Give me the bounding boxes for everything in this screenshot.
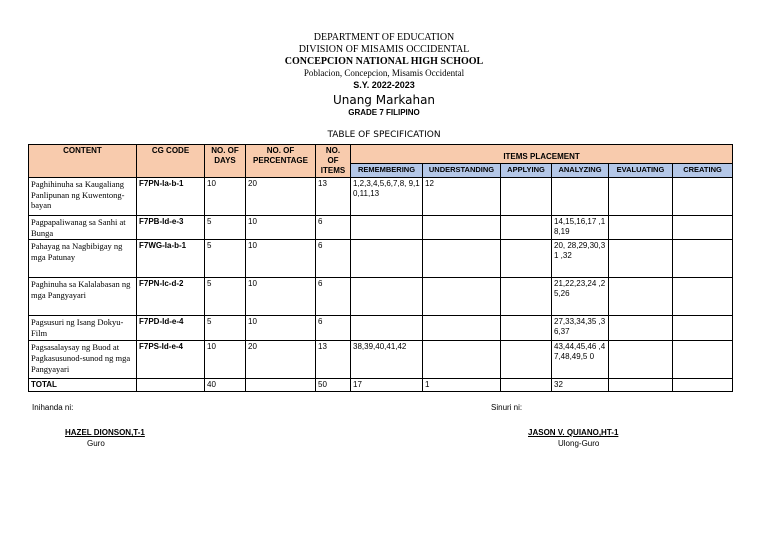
- cell-creating: [673, 278, 733, 316]
- cell-applying: [501, 216, 552, 240]
- total-row: [29, 379, 733, 392]
- cell-understanding: [423, 341, 501, 379]
- cell-understanding: [423, 240, 501, 278]
- cell-applying: [501, 178, 552, 216]
- cell-items: 13: [316, 341, 351, 379]
- cell-days: 5: [205, 278, 246, 316]
- cell-evaluating: [609, 178, 673, 216]
- checker-name: JASON V. QUIANO,HT-1: [528, 428, 619, 437]
- header-applying: APPLYING: [501, 164, 552, 178]
- total-analyzing: 32: [552, 379, 609, 392]
- cell-applying: [501, 278, 552, 316]
- preparer-name: HAZEL DIONSON,T-1: [65, 428, 145, 437]
- header-percentage: NO. OF PERCENTAGE: [246, 145, 316, 178]
- total-percentage: [246, 379, 316, 392]
- header-evaluating: EVALUATING: [609, 164, 673, 178]
- cell-days: 5: [205, 240, 246, 278]
- total-understanding: 1: [423, 379, 501, 392]
- cell-analyzing: 14,15,16,17 ,18,19: [552, 216, 609, 240]
- cell-items: 6: [316, 240, 351, 278]
- cell-remembering: [351, 316, 423, 341]
- table-row: [29, 240, 733, 278]
- cell-code: F7PB-Id-e-3: [137, 216, 205, 240]
- total-applying: [501, 379, 552, 392]
- table-row: [29, 316, 733, 341]
- cell-percentage: 10: [246, 278, 316, 316]
- cell-creating: [673, 178, 733, 216]
- cell-applying: [501, 341, 552, 379]
- cell-percentage: 10: [246, 316, 316, 341]
- cell-understanding: [423, 278, 501, 316]
- cell-evaluating: [609, 216, 673, 240]
- cell-creating: [673, 240, 733, 278]
- cell-code: F7WG-Ia-b-1: [137, 240, 205, 278]
- cell-percentage: 10: [246, 216, 316, 240]
- cell-analyzing: 20, 28,29,30,31 ,32: [552, 240, 609, 278]
- school-name: CONCEPCION NATIONAL HIGH SCHOOL: [284, 56, 484, 67]
- division-line: DIVISION OF MISAMIS OCCIDENTAL: [298, 44, 470, 55]
- cell-understanding: [423, 216, 501, 240]
- cell-creating: [673, 341, 733, 379]
- header-analyzing: ANALYZING: [552, 164, 609, 178]
- cell-items: 6: [316, 216, 351, 240]
- cell-understanding: [423, 316, 501, 341]
- cell-items: 13: [316, 178, 351, 216]
- cell-evaluating: [609, 240, 673, 278]
- header-days: NO. OF DAYS: [205, 145, 246, 178]
- prepared-by-label: Inihanda ni:: [32, 403, 74, 412]
- cell-days: 5: [205, 316, 246, 341]
- cell-understanding: 12: [423, 178, 501, 216]
- cell-content: Paghinuha sa Kalalabasan ng mga Pangyayari: [29, 278, 137, 316]
- header-understanding: UNDERSTANDING: [423, 164, 501, 178]
- cell-evaluating: [609, 341, 673, 379]
- preparer-role: Guro: [87, 439, 105, 448]
- cell-days: 10: [205, 178, 246, 216]
- cell-analyzing: 27,33,34,35 ,36,37: [552, 316, 609, 341]
- header-content: CONTENT: [29, 145, 137, 178]
- school-address: Poblacion, Concepcion, Misamis Occidental: [303, 68, 465, 78]
- header-creating: CREATING: [673, 164, 733, 178]
- header-items: NO. OF ITEMS: [316, 145, 351, 178]
- header-cg-code: CG CODE: [137, 145, 205, 178]
- cell-content: Paghihinuha sa Kaugaliang Panlipunan ng Kuwentong-bayan: [29, 178, 137, 216]
- grade-subject: GRADE 7 FILIPINO: [348, 108, 420, 117]
- cell-items: 6: [316, 278, 351, 316]
- table-row: [29, 278, 733, 316]
- cell-code: F7PN-Ic-d-2: [137, 278, 205, 316]
- cell-content: Pagsusuri ng Isang Dokyu-Film: [29, 316, 137, 341]
- total-code: [137, 379, 205, 392]
- specification-table: [28, 144, 733, 392]
- cell-percentage: 20: [246, 178, 316, 216]
- cell-creating: [673, 316, 733, 341]
- header-items-placement: ITEMS PLACEMENT: [351, 145, 733, 164]
- checker-role: Ulong-Guro: [558, 439, 600, 448]
- table-row: [29, 216, 733, 240]
- table-title: TABLE OF SPECIFICATION: [327, 130, 441, 140]
- total-days: 40: [205, 379, 246, 392]
- cell-remembering: 1,2,3,4,5,6,7,8, 9,10,11,13: [351, 178, 423, 216]
- total-items: 50: [316, 379, 351, 392]
- header-remembering: REMEMBERING: [351, 164, 423, 178]
- total-label: TOTAL: [29, 379, 137, 392]
- cell-days: 5: [205, 216, 246, 240]
- cell-remembering: 38,39,40,41,42: [351, 341, 423, 379]
- cell-remembering: [351, 216, 423, 240]
- cell-content: Pagsasalaysay ng Buod at Pagkasusunod-sunod ng mga Pangyayari: [29, 341, 137, 379]
- cell-remembering: [351, 278, 423, 316]
- cell-evaluating: [609, 278, 673, 316]
- school-year: S.Y. 2022-2023: [353, 80, 415, 90]
- cell-evaluating: [609, 316, 673, 341]
- cell-code: F7PS-Id-e-4: [137, 341, 205, 379]
- cell-code: F7PN-Ia-b-1: [137, 178, 205, 216]
- cell-analyzing: 21,22,23,24 ,25,26: [552, 278, 609, 316]
- cell-content: Pagpapaliwanag sa Sanhi at Bunga: [29, 216, 137, 240]
- cell-analyzing: [552, 178, 609, 216]
- department-line: DEPARTMENT OF EDUCATION: [313, 32, 455, 43]
- cell-percentage: 10: [246, 240, 316, 278]
- total-creating: [673, 379, 733, 392]
- cell-code: F7PD-Id-e-4: [137, 316, 205, 341]
- cell-items: 6: [316, 316, 351, 341]
- checked-by-label: Sinuri ni:: [491, 403, 523, 412]
- cell-applying: [501, 316, 552, 341]
- table-row: [29, 341, 733, 379]
- cell-content: Pahayag na Nagbibigay ng mga Patunay: [29, 240, 137, 278]
- table-row: [29, 178, 733, 216]
- total-remembering: 17: [351, 379, 423, 392]
- cell-analyzing: 43,44,45,46 ,47,48,49,5 0: [552, 341, 609, 379]
- total-evaluating: [609, 379, 673, 392]
- cell-creating: [673, 216, 733, 240]
- cell-days: 10: [205, 341, 246, 379]
- quarter-title: Unang Markahan: [332, 93, 436, 107]
- cell-remembering: [351, 240, 423, 278]
- cell-applying: [501, 240, 552, 278]
- cell-percentage: 20: [246, 341, 316, 379]
